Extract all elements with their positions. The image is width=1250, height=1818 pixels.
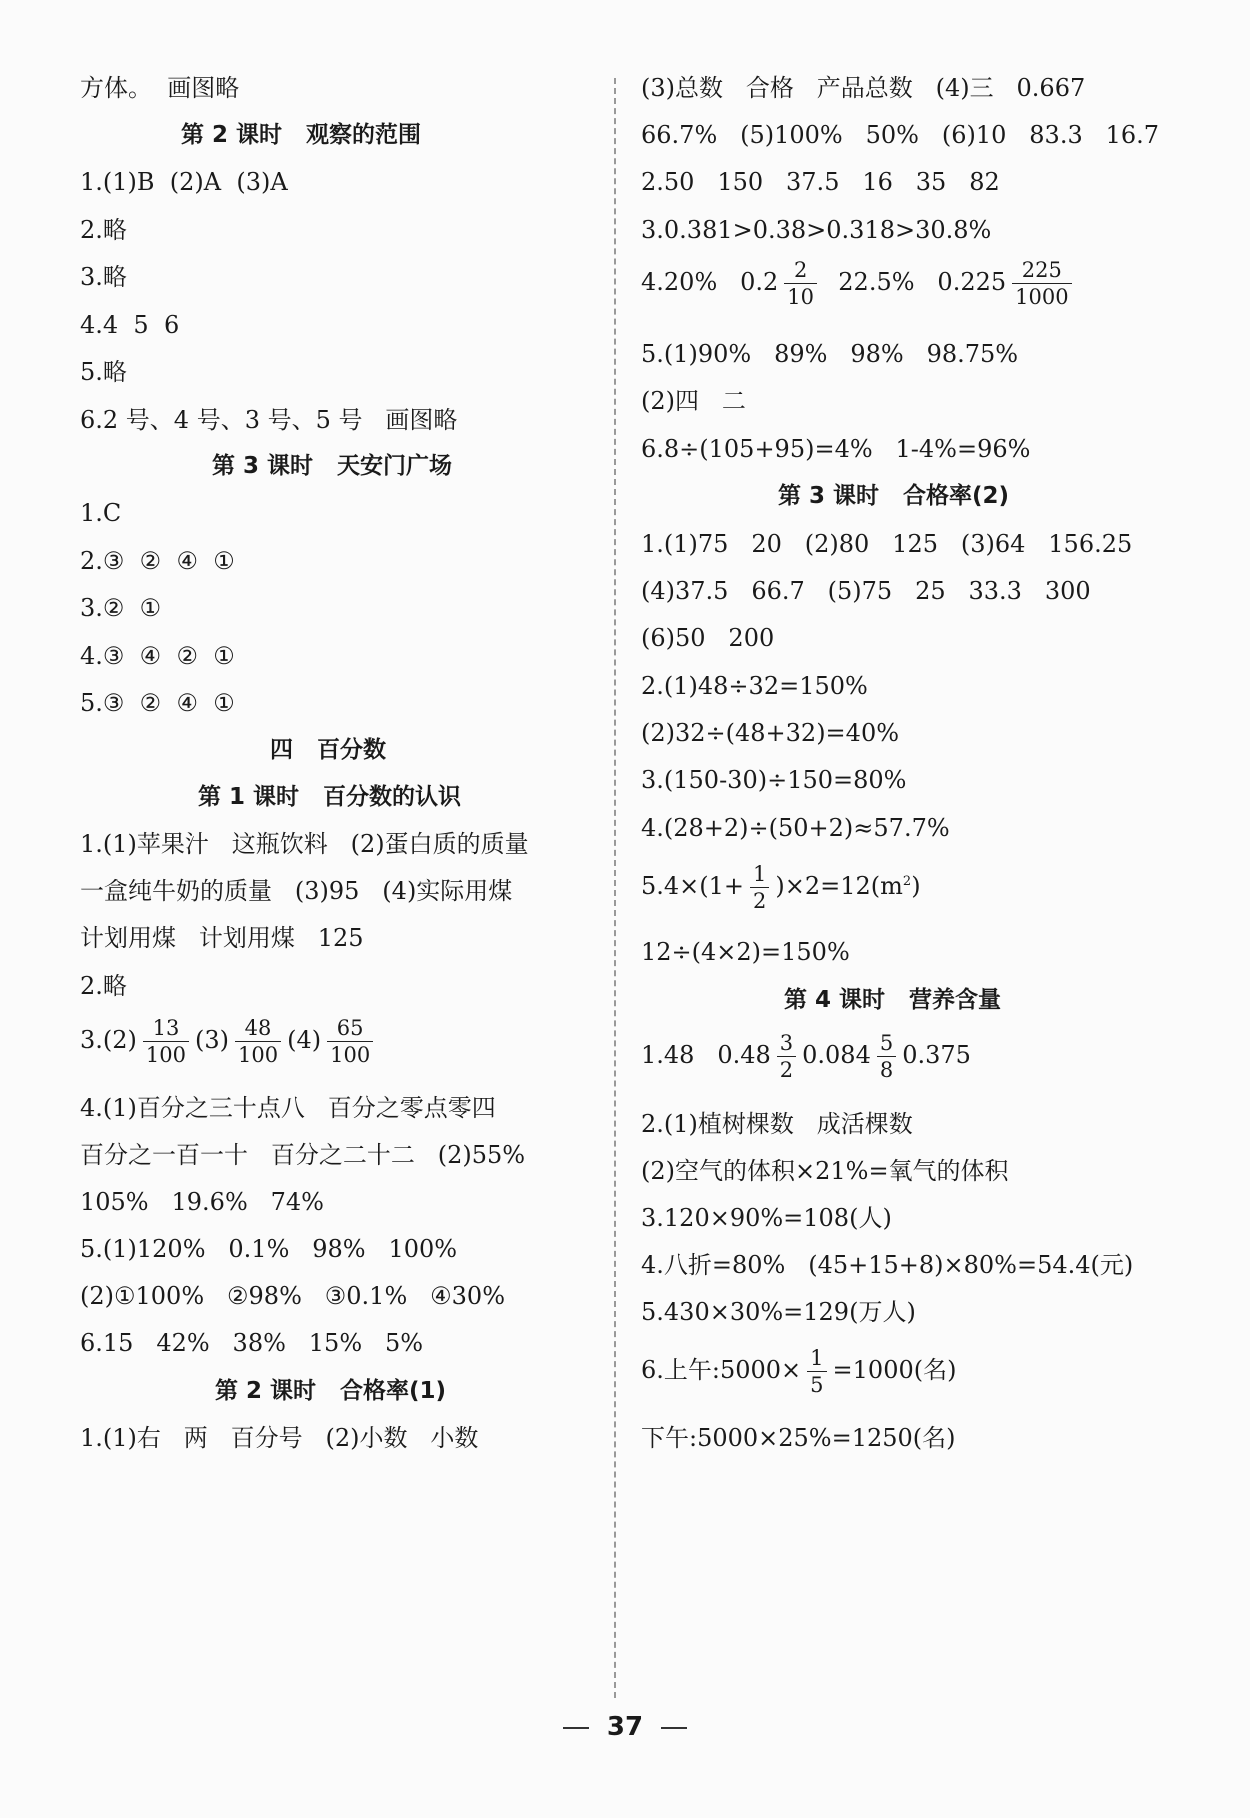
lesson-heading: 第 2 课时 观察的范围 [181,122,422,148]
fraction [807,1345,826,1398]
lesson-heading: 第 3 课时 天安门广场 [212,453,453,479]
text: =1000(名) [832,1356,957,1384]
answer-line: (6)50 200 [641,624,775,652]
text: 22.5% 0.225 [823,268,1007,296]
answer-line: 2.(1)植树棵数 成活棵数 [641,1110,913,1138]
answer-line: 12÷(4×2)=150% [641,938,850,966]
answer-line: 百分之一百一十 百分之二十二 (2)55% [80,1141,526,1169]
denominator: 10 [787,285,815,309]
lesson-heading: 第 2 课时 合格率(1) [215,1378,447,1404]
answer-line: (2)①100% ②98% ③0.1% ④30% [80,1282,505,1310]
denominator: 8 [879,1058,894,1082]
answer-line: 66.7% (5)100% 50% (6)10 83.3 16.7 [641,121,1160,149]
lesson-heading: 第 4 课时 营养含量 [784,987,1002,1013]
fraction [784,257,817,310]
answer-line: 2.略 [80,972,127,1000]
answer-line: 2.③ ② ④ ① [80,547,235,575]
superscript: 2 [902,874,912,889]
answer-line: 2.略 [80,216,127,244]
text: 0.084 [802,1041,871,1069]
answer-line: 4.③ ④ ② ① [80,642,235,670]
answer-line: (2)四 二 [641,387,746,415]
answer-line: (4)37.5 66.7 (5)75 25 33.3 300 [641,577,1091,605]
text-line: 方体。 画图略 [80,74,240,102]
text: 6.上午:5000× [641,1356,802,1384]
fraction [143,1015,189,1068]
denominator: 1000 [1015,285,1069,309]
fraction [235,1015,281,1068]
text: 5.4×(1+ [641,872,745,900]
answer-line: 6.8÷(105+95)=4% 1-4%=96% [641,435,1031,463]
fraction [750,861,769,914]
page-footer [0,1712,1250,1742]
answer-line: (2)空气的体积×21%=氧气的体积 [641,1157,1009,1185]
answer-line: 5.略 [80,358,127,386]
denominator: 100 [238,1043,279,1067]
denominator: 5 [810,1373,824,1397]
text: (4) [287,1026,322,1054]
answer-line: 5.(1)120% 0.1% 98% 100% [80,1235,458,1263]
answer-line: 4.八折=80% (45+15+8)×80%=54.4(元) [641,1251,1134,1279]
answer-line: 3.(150-30)÷150=80% [641,766,907,794]
answer-line: 5.430×30%=129(万人) [641,1298,916,1326]
lesson-heading: 第 3 课时 合格率(2) [778,483,1010,509]
denominator: 2 [779,1058,794,1082]
answer-line: 105% 19.6% 74% [80,1188,324,1216]
answer-line: 1.(1)B (2)A (3)A [80,168,288,196]
text: 1.48 0.48 [641,1041,771,1069]
fraction [777,1030,796,1083]
text: (3) [195,1026,229,1054]
numerator: 2 [784,257,817,284]
answer-line-fractions [641,252,1078,312]
numerator: 5 [877,1030,896,1057]
answer-line: 1.(1)右 两 百分号 (2)小数 小数 [80,1424,479,1452]
answer-line: 5.(1)90% 89% 98% 98.75% [641,340,1019,368]
answer-line-fractions [80,1010,379,1070]
answer-line: 3.0.381>0.38>0.318>30.8% [641,216,992,244]
page-number: 37 [606,1712,644,1742]
answer-line: 4.4 5 6 [80,311,180,339]
answer-line: 3.略 [80,263,127,291]
denominator: 2 [753,889,767,913]
numerator: 225 [1012,257,1071,284]
answer-line-fractions [641,1340,956,1400]
fraction [1012,257,1071,310]
answer-line: 1.(1)75 20 (2)80 125 (3)64 156.25 [641,530,1133,558]
answer-line: 1.C [80,499,122,527]
numerator: 65 [327,1015,373,1042]
text: )×2=12(m [775,872,903,900]
column-divider [614,78,616,1698]
text: 0.375 [902,1041,971,1069]
answer-line: 4.(28+2)÷(50+2)≈57.7% [641,814,950,842]
answer-line: 4.(1)百分之三十点八 百分之零点零四 [80,1094,496,1122]
answer-line: (2)32÷(48+32)=40% [641,719,900,747]
fraction [327,1015,373,1068]
answer-line: 6.2 号、4 号、3 号、5 号 画图略 [80,406,458,434]
answer-line: 计划用煤 计划用煤 125 [80,924,364,952]
lesson-heading: 第 1 课时 百分数的认识 [198,784,462,810]
text: ) [911,872,921,900]
answer-line: 6.15 42% 38% 15% 5% [80,1329,424,1357]
numerator: 3 [777,1030,796,1057]
answer-line: 3.120×90%=108(人) [641,1204,892,1232]
denominator: 100 [330,1043,371,1067]
text: 4.20% 0.2 [641,268,779,296]
answer-line: 下午:5000×25%=1250(名) [641,1424,956,1452]
denominator: 100 [145,1043,186,1067]
answer-line: 2.50 150 37.5 16 35 82 [641,168,1000,196]
text: 3.(2) [80,1026,137,1054]
answer-line: 3.② ① [80,594,162,622]
fraction [877,1030,896,1083]
answer-line-fractions [641,1025,971,1085]
numerator: 1 [807,1345,826,1372]
footer-dash [661,1727,687,1729]
answer-line: 5.③ ② ④ ① [80,689,235,717]
numerator: 48 [235,1015,281,1042]
answer-line-fractions [641,852,921,916]
numerator: 13 [143,1015,189,1042]
answer-line: (3)总数 合格 产品总数 (4)三 0.667 [641,74,1086,102]
answer-line: 2.(1)48÷32=150% [641,672,868,700]
footer-dash [563,1727,589,1729]
unit-heading: 四 百分数 [270,737,387,763]
numerator: 1 [750,861,769,888]
answer-line: 一盒纯牛奶的质量 (3)95 (4)实际用煤 [80,877,513,905]
answer-line: 1.(1)苹果汁 这瓶饮料 (2)蛋白质的质量 [80,830,529,858]
